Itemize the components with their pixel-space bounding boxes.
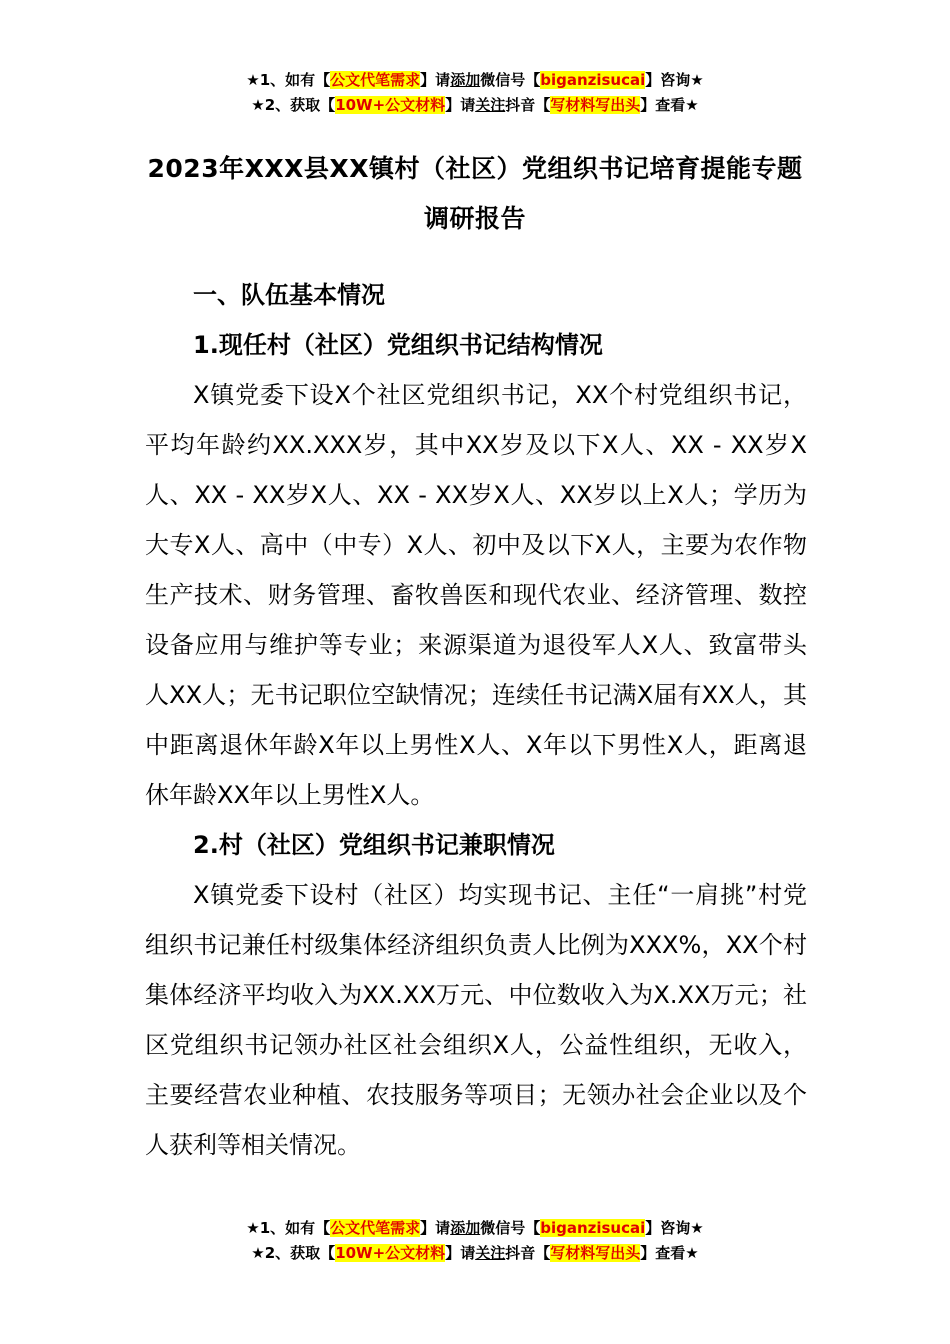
ad-banner-top — [0, 68, 950, 118]
ad-emphasis: 添加 — [450, 1219, 481, 1237]
ad-text: ★1、如有【 — [246, 71, 331, 89]
ad-emphasis: 关注 — [475, 96, 506, 114]
paragraph: X镇党委下设村（社区）均实现书记、主任“一肩挑”村党组织书记兼任村级集体经济组织负责人比例为XXX%，XX个村集体经济平均收入为XX.XX万元、中位数收入为X.XX万元；社区党组织书记领办社区社会组织X人，公益性组织，无收入，主要经营农业种植、农技服务等项目；无领办社会企业以及个人获利等相关情况。 — [145, 881, 807, 1159]
document-body — [145, 270, 807, 1170]
ad-highlight: 写材料写出头 — [550, 96, 641, 114]
paragraph: X镇党委下设X个社区党组织书记，XX个村党组织书记，平均年龄约XX.XXX岁，其中XX岁及以下X人、XX - XX岁X人、XX - XX岁X人、XX - XX岁X人、XX岁以上X人；学历为大专X人、高中（中专）X人、初中及以下X人，主要为农作物生产技术、财务管理、畜牧兽医和现代农业、经济管理、数控设备应用与维护等专业；来源渠道为退役军人X人、致富带头人XX人；无书记职位空缺情况；连续任书记满X届有XX人，其中距离退休年龄X年以上男性X人、X年以下男性X人，距离退休年龄XX年以上男性X人。 — [145, 381, 807, 809]
ad-line-1 — [0, 68, 950, 93]
ad-highlight: biganzisucai — [540, 1219, 646, 1237]
ad-text: 】请 — [445, 1244, 476, 1262]
ad-highlight: 10W+公文材料 — [335, 96, 446, 114]
ad-text: 】请 — [445, 96, 476, 114]
document-title: 2023年XXX县XX镇村（社区）党组织书记培育提能专题调研报告 — [147, 154, 803, 233]
ad-text: 微信号【 — [480, 71, 541, 89]
ad-banner-bottom — [0, 1216, 950, 1266]
section-heading: 一、队伍基本情况 — [193, 281, 385, 309]
ad-line-2 — [0, 93, 950, 118]
ad-text: 】请 — [420, 71, 451, 89]
ad-highlight: 10W+公文材料 — [335, 1244, 446, 1262]
ad-text: 】咨询★ — [645, 1219, 704, 1237]
ad-text: 抖音【 — [505, 1244, 551, 1262]
ad-highlight: biganzisucai — [540, 71, 646, 89]
ad-text: 抖音【 — [505, 96, 551, 114]
ad-text: ★2、获取【 — [251, 1244, 336, 1262]
ad-line-1 — [0, 1216, 950, 1241]
ad-emphasis: 关注 — [475, 1244, 506, 1262]
ad-text: 】查看★ — [640, 1244, 699, 1262]
subsection-heading: 1.现任村（社区）党组织书记结构情况 — [193, 331, 603, 359]
subsection-heading: 2.村（社区）党组织书记兼职情况 — [193, 831, 555, 859]
ad-text: ★2、获取【 — [251, 96, 336, 114]
ad-text: 】查看★ — [640, 96, 699, 114]
ad-line-2 — [0, 1241, 950, 1266]
ad-highlight: 公文代笔需求 — [330, 1219, 421, 1237]
ad-emphasis: 添加 — [450, 71, 481, 89]
ad-text: 】咨询★ — [645, 71, 704, 89]
ad-highlight: 公文代笔需求 — [330, 71, 421, 89]
ad-text: ★1、如有【 — [246, 1219, 331, 1237]
ad-text: 微信号【 — [480, 1219, 541, 1237]
ad-highlight: 写材料写出头 — [550, 1244, 641, 1262]
ad-text: 】请 — [420, 1219, 451, 1237]
